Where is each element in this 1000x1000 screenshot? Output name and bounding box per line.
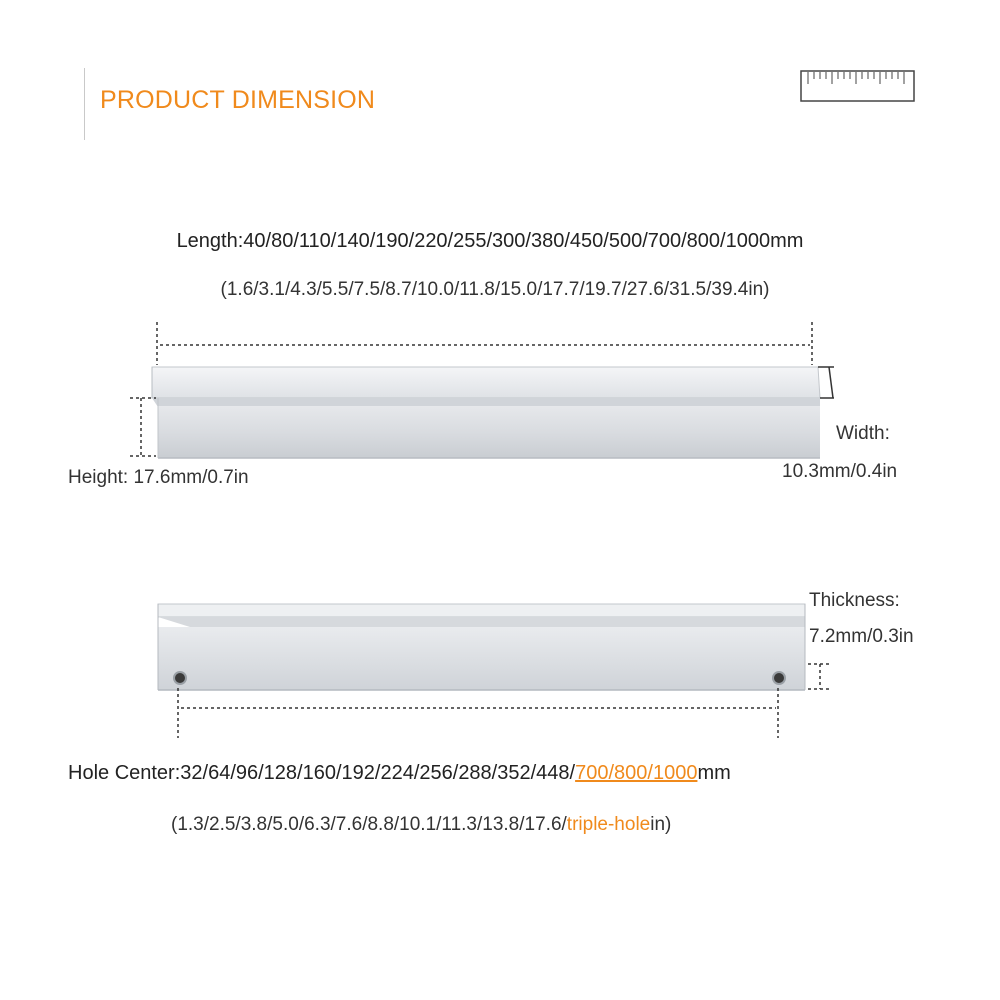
hole-center-mm-highlight: 700/800/1000 xyxy=(575,762,698,784)
hole-right xyxy=(773,672,785,684)
hole-center-mm-suffix: mm xyxy=(697,762,731,784)
hole-center-dimension xyxy=(178,688,778,738)
handle-top-view xyxy=(158,604,805,690)
hole-left xyxy=(174,672,186,684)
hole-center-in-prefix: (1.3/2.5/3.8/5.0/6.3/7.6/8.8/10.1/11.3/13.8/17.6/ xyxy=(171,814,567,835)
hole-center-in-suffix: in) xyxy=(650,814,672,835)
hole-center-in-highlight: triple-hole xyxy=(566,814,651,835)
height-dimension xyxy=(130,398,156,456)
page-title: PRODUCT DIMENSION xyxy=(100,86,376,114)
height-label: Height: 17.6mm/0.7in xyxy=(68,467,249,488)
thickness-value: 7.2mm/0.3in xyxy=(809,626,914,647)
width-dimension xyxy=(818,367,834,398)
hole-center-mm-prefix: Hole Center:32/64/96/128/160/192/224/256/288/352/448/ xyxy=(68,762,576,784)
handle-side-view xyxy=(152,367,820,458)
width-label: Width: xyxy=(836,423,890,444)
width-value: 10.3mm/0.4in xyxy=(782,461,898,482)
thickness-label: Thickness: xyxy=(809,590,900,611)
length-mm-text: Length:40/80/110/140/190/220/255/300/380/450/500/700/800/1000mm xyxy=(176,230,804,252)
length-in-text: (1.6/3.1/4.3/5.5/7.5/8.7/10.0/11.8/15.0/17.7/19.7/27.6/31.5/39.4in) xyxy=(220,279,770,300)
hole-center-mm-text xyxy=(68,762,731,785)
thickness-dimension xyxy=(808,664,830,689)
length-dimension xyxy=(157,322,812,365)
hole-center-in-text xyxy=(171,814,671,836)
